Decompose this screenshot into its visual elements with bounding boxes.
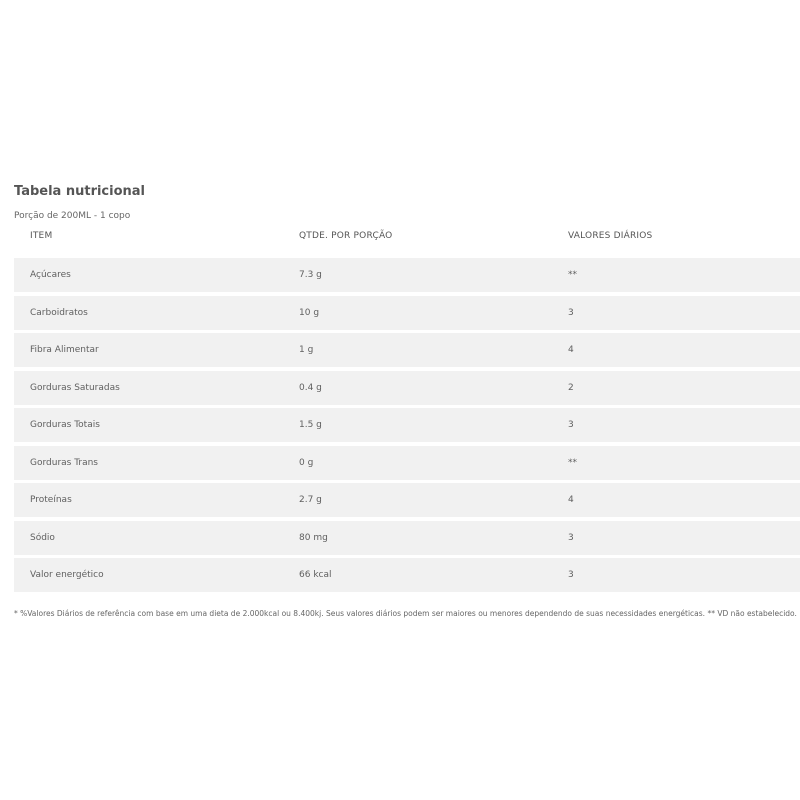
portion-size: Porção de 200ML - 1 copo	[14, 211, 131, 221]
row-quantity: 1 g	[299, 345, 314, 355]
row-daily-value: **	[568, 457, 577, 468]
row-quantity: 0 g	[299, 457, 314, 468]
table-body	[14, 258, 800, 592]
row-item: Carboidratos	[30, 307, 88, 318]
table-row	[14, 446, 800, 480]
table-row	[14, 521, 800, 555]
row-item: Açúcares	[30, 270, 71, 280]
row-quantity: 80 mg	[299, 532, 328, 543]
table-row	[14, 296, 800, 330]
row-daily-value: 3	[568, 420, 574, 430]
row-daily-value: 2	[568, 382, 574, 393]
row-item: Gorduras Trans	[30, 457, 98, 468]
table-title: Tabela nutricional	[14, 184, 146, 199]
header-daily-values: VALORES DIÁRIOS	[568, 231, 653, 241]
row-item: Gorduras Totais	[30, 420, 100, 430]
row-quantity: 66 kcal	[299, 570, 332, 580]
row-daily-value: 4	[568, 495, 574, 505]
table-row	[14, 558, 800, 592]
table-row	[14, 258, 800, 292]
table-row	[14, 483, 800, 517]
row-quantity: 7.3 g	[299, 270, 322, 280]
table-header	[14, 225, 800, 247]
header-quantity: QTDE. POR PORÇÃO	[299, 231, 393, 241]
footnote: * %Valores Diários de referência com base em uma dieta de 2.000kcal ou 8.400kj. Seus valores diários podem ser maiores ou menores dependendo de suas necessidades energéticas. ** VD não estabelecido.	[14, 609, 797, 618]
table-row	[14, 408, 800, 442]
row-quantity: 0.4 g	[299, 382, 322, 393]
nutrition-table	[14, 182, 800, 596]
row-daily-value: 3	[568, 570, 574, 580]
row-daily-value: 3	[568, 307, 574, 318]
header-item: ITEM	[30, 231, 53, 241]
row-daily-value: 3	[568, 532, 574, 543]
row-quantity: 10 g	[299, 307, 320, 318]
row-item: Valor energético	[30, 570, 104, 580]
table-row	[14, 371, 800, 405]
table-row	[14, 333, 800, 367]
row-item: Gorduras Saturadas	[30, 382, 120, 393]
row-daily-value: 4	[568, 345, 574, 355]
row-daily-value: **	[568, 270, 577, 280]
row-quantity: 2.7 g	[299, 495, 322, 505]
row-item: Sódio	[30, 532, 55, 543]
row-item: Proteínas	[30, 495, 72, 505]
row-quantity: 1.5 g	[299, 420, 322, 430]
row-item: Fibra Alimentar	[30, 345, 99, 355]
